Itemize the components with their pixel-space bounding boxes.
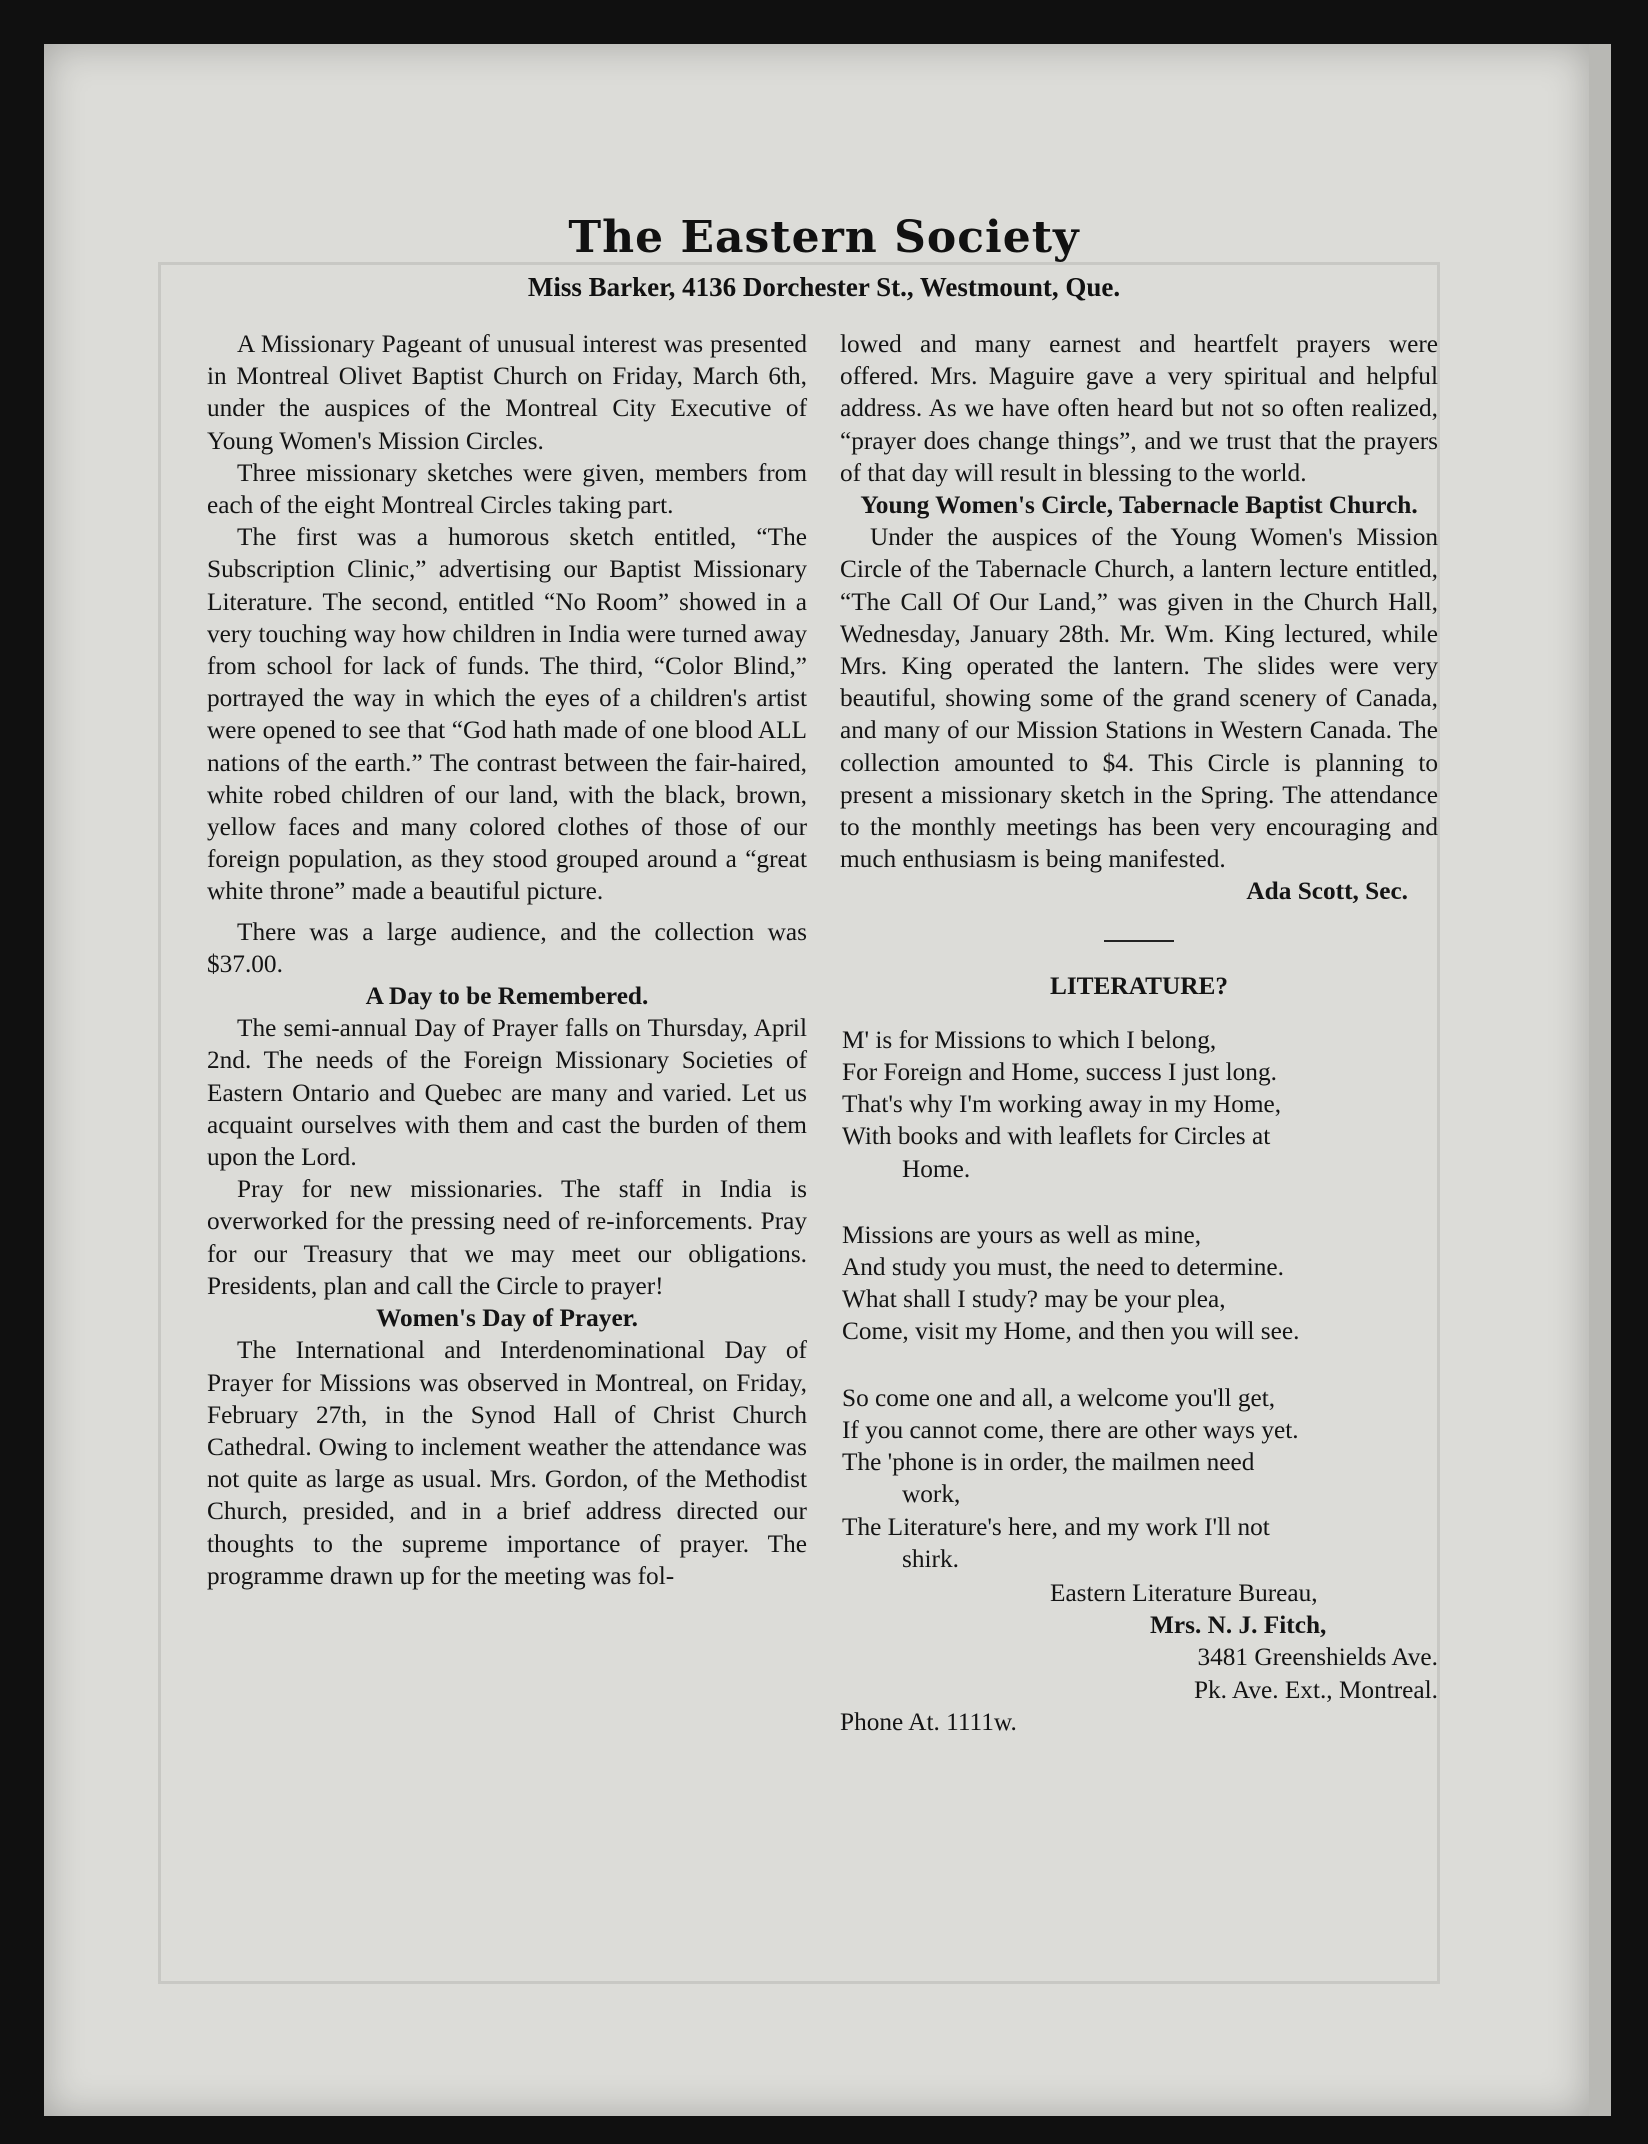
paragraph: The International and Interdenominational Day of Prayer for Missions was observed in Montreal, on Friday, February 27th, in the Synod Hall of Christ Church Cathedral. Owing to inclement weather the attendance was not quite as large as usual. Mrs. Gordon, of the Methodist Church, presided, and in a brief address directed our thoughts to the supreme importance of prayer. The programme drawn up for the meeting was fol- xyxy=(207,1336,807,1590)
poem-stanza xyxy=(840,1219,1438,1348)
signature: Ada Scott, Sec. xyxy=(1246,877,1408,906)
poem-line: For Foreign and Home, success I just long. xyxy=(842,1058,1277,1087)
page-edge xyxy=(1589,44,1611,2116)
paragraph: Under the auspices of the Young Women's Mission Circle of the Tabernacle Church, a lantern lecture entitled, “The Call Of Our Land,” was given in the Church Hall, Wednesday, January 28th. Mr. Wm. King lectured, while Mrs. King operated the lantern. The slides were very beautiful, showing some of the grand scenery of Canada, and many of our Mission Stations in Western Canada. The collection amounted to $4. This Circle is planning to present a missionary sketch in the Spring. The attendance to the monthly meetings has been very encouraging and much enthusiasm is being manifested. xyxy=(840,523,1438,874)
poem-line: Missions are yours as well as mine, xyxy=(842,1220,1202,1249)
poem-line: The 'phone is in order, the mailmen need xyxy=(842,1448,1255,1477)
divider xyxy=(1104,940,1174,942)
paragraph: lowed and many earnest and heartfelt prayers were offered. Mrs. Maguire gave a very spiritual and helpful address. As we have often heard but not so often realized, “prayer does change things”, and we trust that the prayers of that day will result in blessing to the world. xyxy=(840,330,1438,487)
poem-line: Home. xyxy=(902,1154,971,1183)
poem-line: And study you must, the need to determine. xyxy=(842,1253,1284,1282)
poem-line: With books and with leaflets for Circles at xyxy=(842,1122,1271,1151)
poem-line: So come one and all, a welcome you'll get, xyxy=(842,1383,1276,1412)
poem-line: That's why I'm working away in my Home, xyxy=(842,1090,1282,1119)
section-heading: A Day to be Remembered. xyxy=(365,982,649,1011)
page-subtitle: Miss Barker, 4136 Dorchester St., Westmount, Que. xyxy=(527,272,1121,302)
contact-address: 3481 Greenshields Ave. xyxy=(1197,1643,1438,1672)
poem-stanza xyxy=(840,1024,1438,1185)
paragraph: A Missionary Pageant of unusual interest was presented in Montreal Olivet Baptist Church on Friday, March 6th, under the auspices of the Montreal City Executive of Young Women's Mission Circles. xyxy=(207,330,807,455)
poem-line: What shall I study? may be your plea, xyxy=(842,1285,1226,1314)
poem-line: Come, visit my Home, and then you will see. xyxy=(842,1317,1300,1346)
poem-title: LITERATURE? xyxy=(1049,971,1229,1000)
left-column xyxy=(207,328,807,1592)
section-heading: Young Women's Circle, Tabernacle Baptist Church. xyxy=(860,491,1418,520)
paragraph: The semi-annual Day of Prayer falls on Thursday, April 2nd. The needs of the Foreign Missionary Societies of Eastern Ontario and Quebec are many and varied. Let us acquaint ourselves with them and cast the burden of them upon the Lord. xyxy=(207,1014,807,1172)
page-title: The Eastern Society xyxy=(568,212,1080,263)
poem-line: shirk. xyxy=(902,1544,959,1573)
contact-phone: Phone At. 1111w. xyxy=(840,1707,1017,1736)
poem-line: M' is for Missions to which I belong, xyxy=(842,1025,1217,1054)
section-heading: Women's Day of Prayer. xyxy=(376,1304,638,1333)
paragraph: There was a large audience, and the collection was $37.00. xyxy=(207,917,807,978)
poem-stanza xyxy=(840,1382,1438,1575)
poem-line: work, xyxy=(902,1480,961,1509)
paragraph: Three missionary sketches were given, members from each of the eight Montreal Circles taking part. xyxy=(207,458,807,520)
paragraph: Pray for new missionaries. The staff in India is overworked for the pressing need of re-inforcements. Pray for our Treasury that we may meet our obligations. Presidents, plan and call the Circle to prayer! xyxy=(207,1175,807,1300)
contact-address: Pk. Ave. Ext., Montreal. xyxy=(1193,1675,1438,1704)
poem-line: If you cannot come, there are other ways yet. xyxy=(842,1415,1299,1444)
bureau-name: Eastern Literature Bureau, xyxy=(1050,1578,1318,1607)
paragraph: The first was a humorous sketch entitled, “The Subscription Clinic,” advertising our Baptist Missionary Literature. The second, entitled “No Room” showed in a very touching way how children in India were turned away from school for lack of funds. The third, “Color Blind,” portrayed the way in which the eyes of a children's artist were opened to see that “God hath made of one blood ALL nations of the earth.” The contrast between the fair-haired, white robed children of our land, with the black, brown, yellow faces and many colored clothes of those of our foreign population, as they stood grouped around a “great white throne” made a beautiful picture. xyxy=(207,523,807,906)
right-column xyxy=(840,328,1438,1738)
poem-line: The Literature's here, and my work I'll not xyxy=(842,1512,1270,1541)
contact-name: Mrs. N. J. Fitch, xyxy=(1150,1611,1327,1640)
